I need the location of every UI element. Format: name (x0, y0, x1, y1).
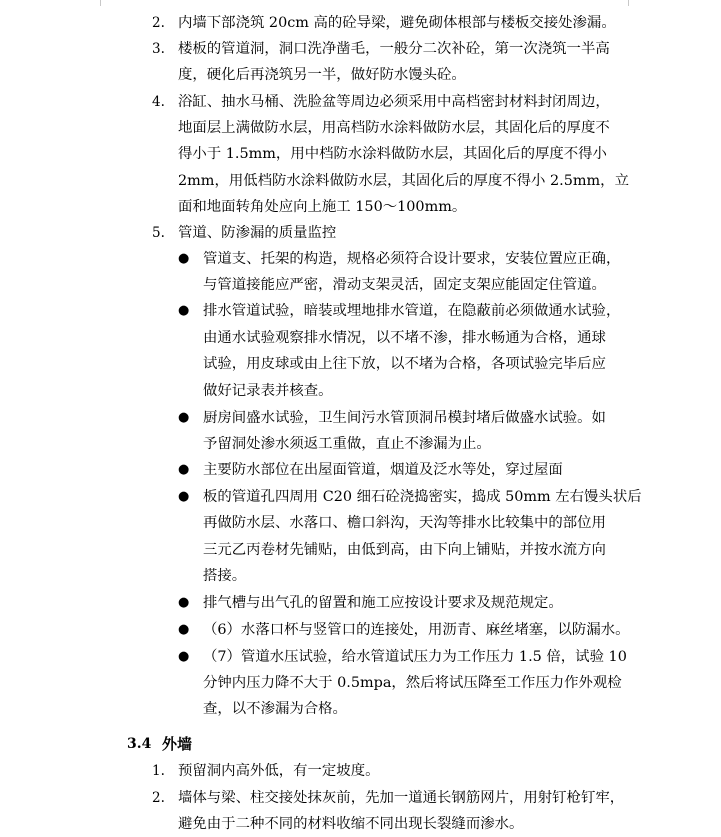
bullet-icon: ● (178, 251, 190, 266)
list-number: 4. (152, 94, 165, 110)
bullet-icon: ● (178, 649, 190, 664)
text-line: 楼板的管道洞，洞口洗净凿毛，一般分二次补砼，第一次浇筑一半高 (178, 41, 610, 57)
text-line: 由通水试验观察排水情况，以不堵不渗，排水畅通为合格，通球 (203, 330, 606, 346)
text-line: 得小于 1.5mm，用中档防水涂料做防水层，其固化后的厚度不得小 (178, 146, 607, 162)
text-line: 管道支、托架的构造，规格必须符合设计要求，安装位置应正确， (203, 251, 621, 267)
text-line: 搭接。 (203, 568, 247, 584)
bullet-icon: ● (178, 303, 190, 318)
text-line: 面和地面转角处应向上施工 150～100mm。 (178, 199, 467, 215)
text-line: 与管道接能应严密，滑动支架灵活，固定支架应能固定住管道。 (203, 277, 606, 293)
text-line: 板的管道孔四周用 C20 细石砼浇捣密实，捣成 50mm 左右馒头状后 (203, 489, 642, 505)
text-line: 再做防水层、水落口、檐口斜沟，天沟等排水比较集中的部位用 (203, 515, 606, 531)
bullet-icon: ● (178, 595, 190, 610)
text-line: 管道、防渗漏的质量监控 (178, 225, 337, 241)
text-line: 2mm，用低档防水涂料做防水层，其固化后的厚度不得小 2.5mm，立 (178, 173, 629, 189)
list-number: 3. (152, 41, 165, 57)
bullet-icon: ● (178, 410, 190, 425)
text-line: 排气槽与出气孔的留置和施工应按设计要求及规范规定。 (203, 595, 563, 611)
section-number: 3.4 (127, 736, 152, 752)
list-number: 2. (152, 790, 165, 806)
text-line: 试验，用皮球或由上往下放，以不堵为合格，各项试验完毕后应 (203, 356, 606, 372)
list-number: 2. (152, 15, 165, 31)
section-title: 外墙 (162, 735, 193, 753)
text-line: 查，以不渗漏为合格。 (203, 701, 347, 717)
text-line: 地面层上满做防水层，用高档防水涂料做防水层，其固化后的厚度不 (178, 120, 610, 136)
text-line: 排水管道试验，暗装或埋地排水管道，在隐蔽前必须做通水试验， (203, 303, 621, 319)
text-line: 主要防水部位在出屋面管道，烟道及泛水等处，穿过屋面 (203, 462, 563, 478)
text-line: 预留洞内高外低，有一定坡度。 (178, 763, 380, 779)
bullet-icon: ● (178, 462, 190, 477)
list-number: 5. (152, 225, 165, 241)
list-number: 1. (152, 763, 165, 779)
text-line: 做好记录表并核查。 (203, 383, 333, 399)
page-margin-mark-right (628, 0, 629, 6)
text-line: 墙体与梁、柱交接处抹灰前，先加一道通长钢筋网片，用射钉枪钉牢， (178, 790, 625, 806)
text-line: 厨房间盛水试验，卫生间污水管顶洞吊模封堵后做盛水试验。如 (203, 410, 606, 426)
text-line: 分钟内压力降不大于 0.5mpa，然后将试压降至工作压力作外观检 (203, 675, 622, 691)
text-line: 浴缸、抽水马桶、洗脸盆等周边必须采用中高档密封材料封闭周边， (178, 94, 610, 110)
bullet-icon: ● (178, 489, 190, 504)
text-line: 避免由于二种不同的材料收缩不同出现长裂缝而渗水。 (178, 816, 524, 832)
bullet-icon: ● (178, 622, 190, 637)
text-line: （7）管道水压试验，给水管道试压力为工作压力 1.5 倍，试验 10 (203, 649, 627, 665)
page-margin-mark-left (100, 0, 101, 6)
text-line: 予留洞处渗水须返工重做，直止不渗漏为止。 (203, 436, 491, 452)
text-line: （6）水落口杯与竖管口的连接处，用沥青、麻丝堵塞，以防漏水。 (203, 622, 630, 638)
text-line: 三元乙丙卷材先铺贴，由低到高，由下向上铺贴，并按水流方向 (203, 542, 606, 558)
text-line: 内墙下部浇筑 20cm 高的砼导梁，避免砌体根部与楼板交接处渗漏。 (178, 15, 616, 31)
text-line: 度，硬化后再浇筑另一半，做好防水馒头砼。 (178, 67, 466, 83)
